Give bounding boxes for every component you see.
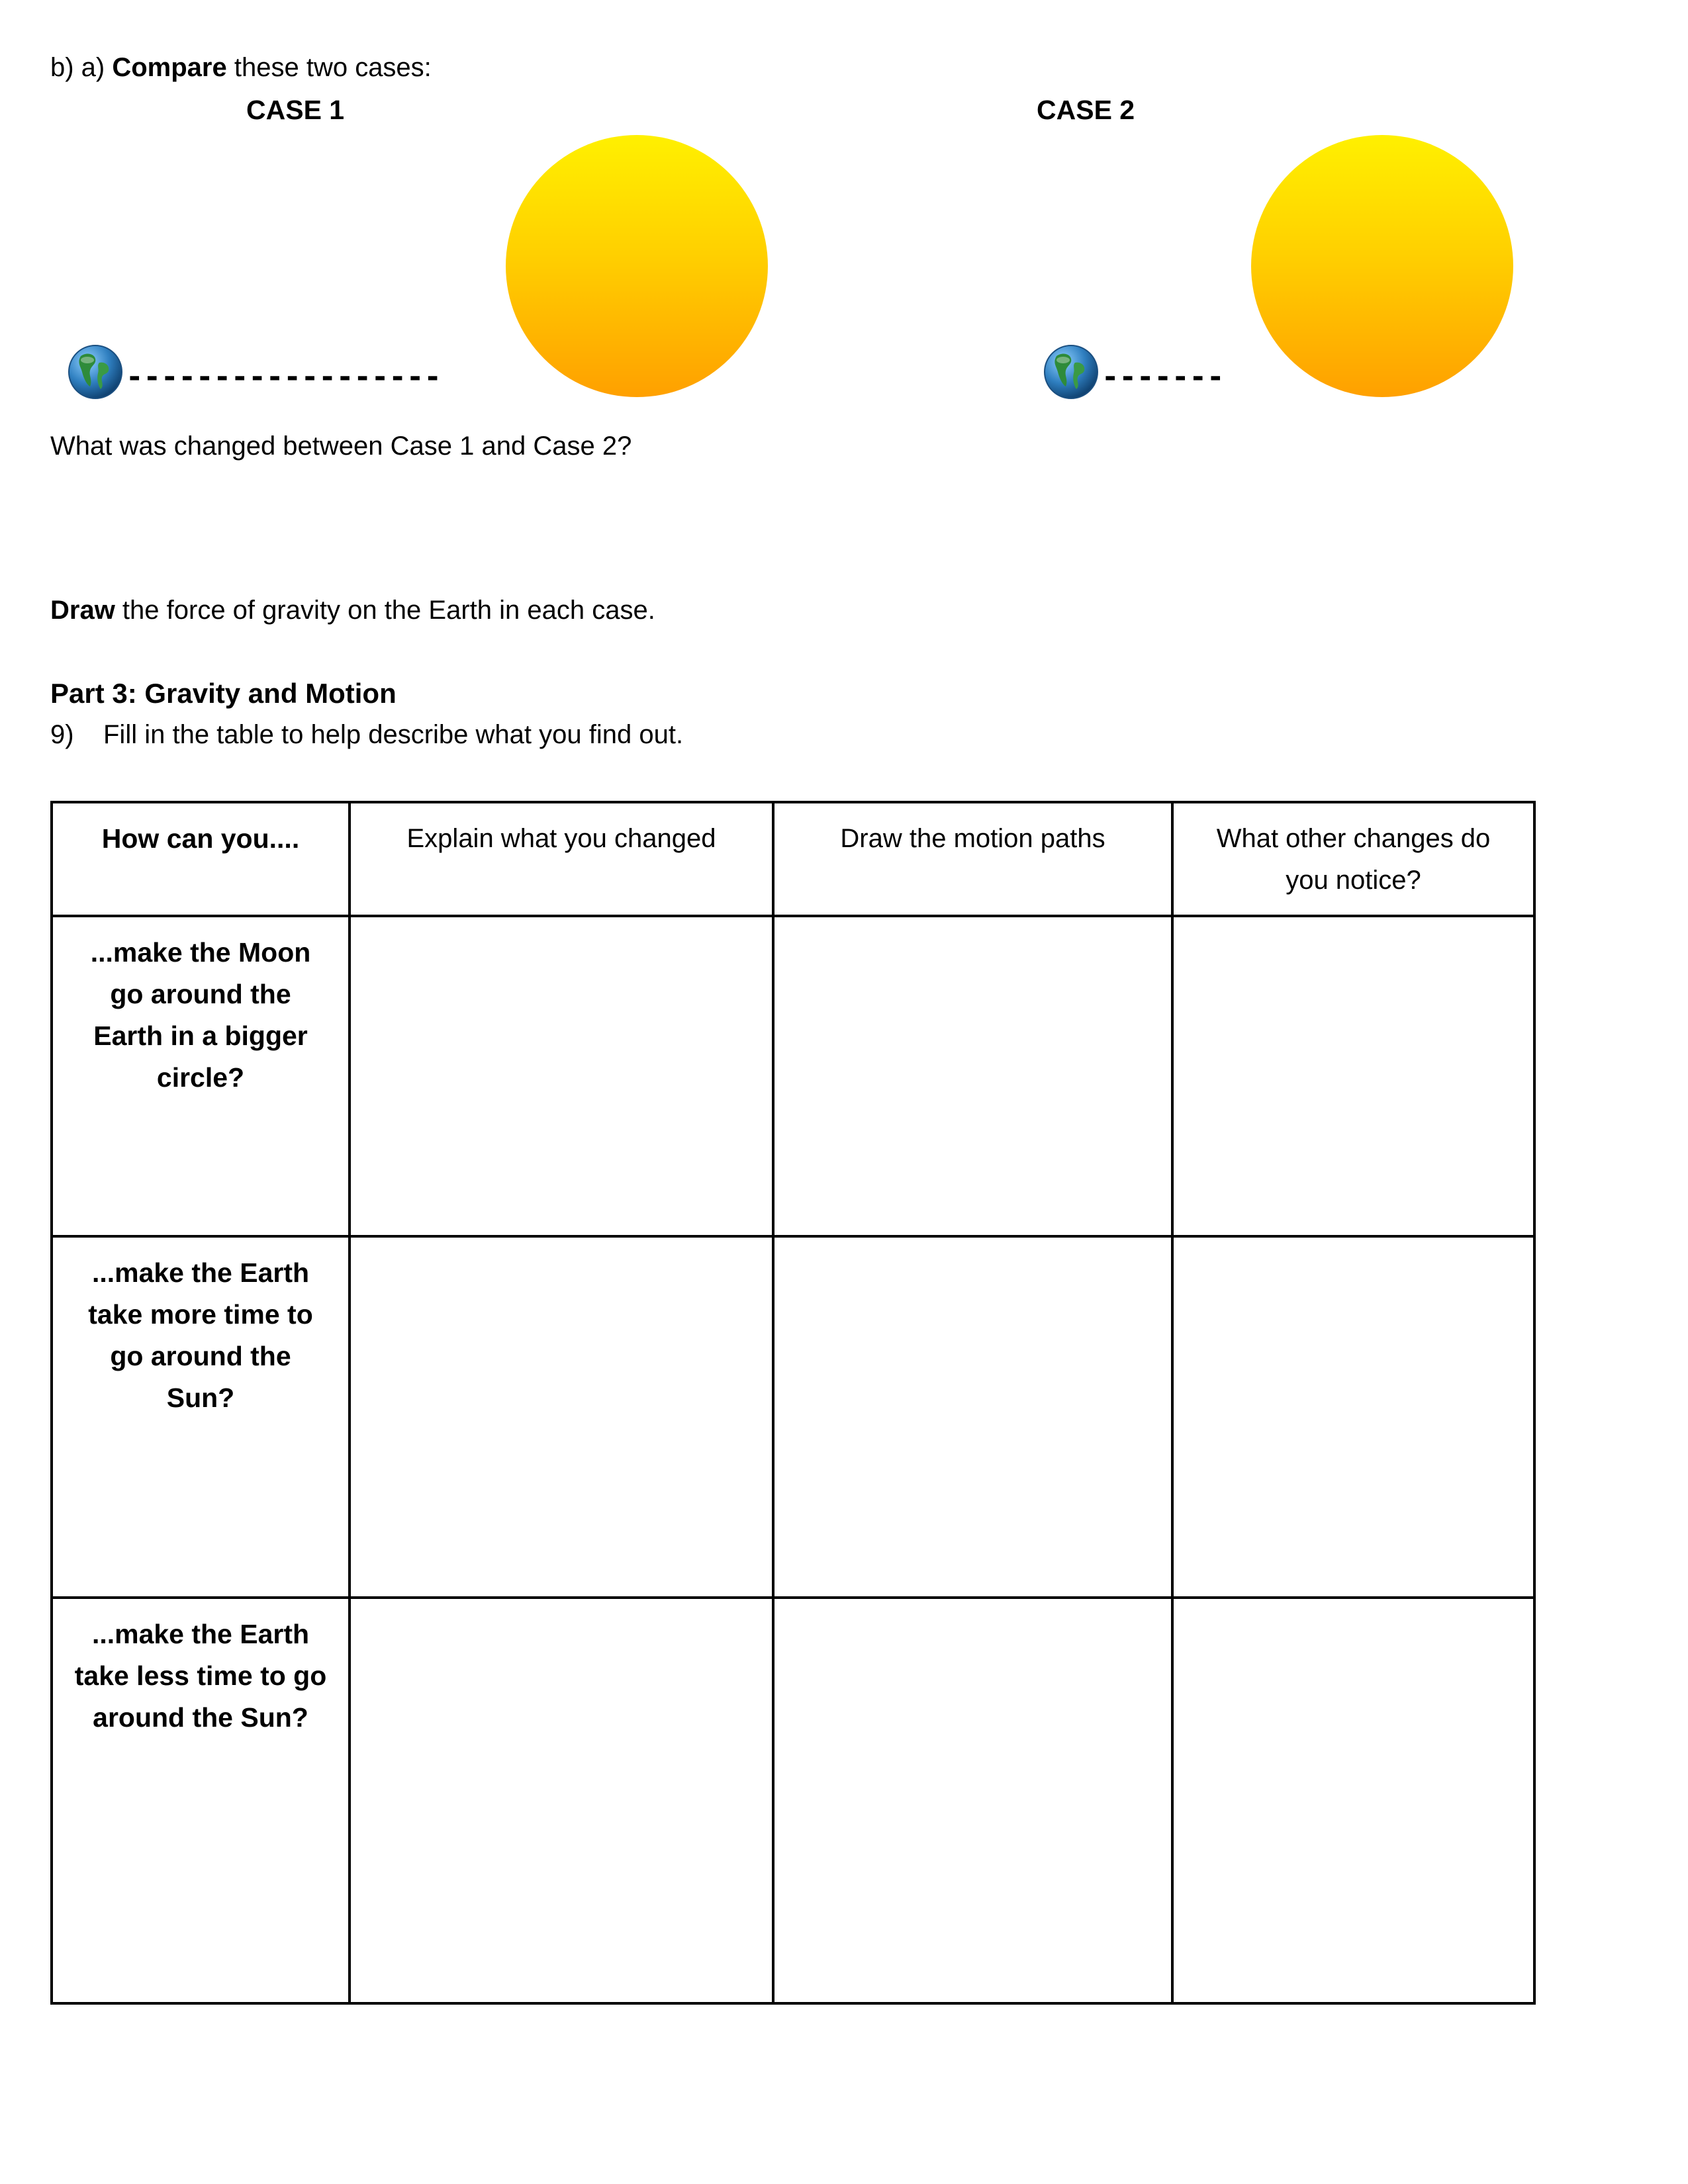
- row-question-earth-more-time: [52, 1236, 350, 1598]
- question-compare-prefix: b) a): [50, 53, 113, 82]
- case1-distance-line: ------------------: [126, 360, 442, 394]
- table-row: [52, 1598, 1534, 2003]
- case1-earth-globe-icon: [66, 343, 124, 401]
- answer-cell-other[interactable]: [1172, 916, 1534, 1236]
- case2-sun-icon: [1251, 135, 1513, 397]
- row-question-label: ...make the Earth take more time to go around the Sun?: [88, 1257, 313, 1413]
- row-question-label: ...make the Earth take less time to go around the Sun?: [74, 1619, 327, 1733]
- case2-distance-line: -------: [1102, 360, 1225, 394]
- answer-cell-draw[interactable]: [773, 1236, 1172, 1598]
- header-explain-changed: [350, 802, 773, 916]
- header-other-changes: [1172, 802, 1534, 916]
- table-row: [52, 916, 1534, 1236]
- answer-cell-explain[interactable]: [350, 916, 773, 1236]
- case1-sun-icon: [506, 135, 768, 397]
- header-how-can-you: [52, 802, 350, 916]
- row-question-moon-bigger-circle: [52, 916, 350, 1236]
- case2-title: CASE 2: [1037, 95, 1135, 125]
- table-row: [52, 1236, 1534, 1598]
- motion-table: [50, 801, 1536, 2005]
- row-question-label: ...make the Moon go around the Earth in a bigger circle?: [90, 937, 311, 1093]
- answer-cell-other[interactable]: [1172, 1598, 1534, 2003]
- row-question-earth-less-time: [52, 1598, 350, 2003]
- header-how-can-you-label: How can you....: [101, 823, 300, 854]
- case1-title: CASE 1: [246, 95, 345, 125]
- part3-heading: Part 3: Gravity and Motion: [50, 678, 397, 709]
- question-draw-rest: the force of gravity on the Earth in each case.: [115, 596, 655, 625]
- question-draw-force: [50, 594, 655, 626]
- answer-cell-other[interactable]: [1172, 1236, 1534, 1598]
- question-compare-rest: these two cases:: [226, 53, 432, 82]
- answer-cell-explain[interactable]: [350, 1236, 773, 1598]
- table-header-row: [52, 802, 1534, 916]
- question-draw-emphasis: Draw: [50, 596, 115, 625]
- question-compare: [50, 52, 432, 83]
- item-9-text: Fill in the table to help describe what you find out.: [103, 720, 684, 749]
- header-draw-motion: [773, 802, 1172, 916]
- header-explain-changed-label: Explain what you changed: [406, 824, 716, 853]
- question-what-changed: What was changed between Case 1 and Case 2?: [50, 432, 632, 461]
- case2-earth-globe-icon: [1042, 343, 1100, 401]
- header-draw-motion-label: Draw the motion paths: [840, 824, 1105, 853]
- answer-cell-draw[interactable]: [773, 1598, 1172, 2003]
- answer-cell-draw[interactable]: [773, 916, 1172, 1236]
- answer-cell-explain[interactable]: [350, 1598, 773, 2003]
- header-other-changes-label: What other changes do you notice?: [1216, 824, 1491, 895]
- question-compare-emphasis: Compare: [112, 53, 227, 82]
- item-9-number: 9): [50, 720, 74, 749]
